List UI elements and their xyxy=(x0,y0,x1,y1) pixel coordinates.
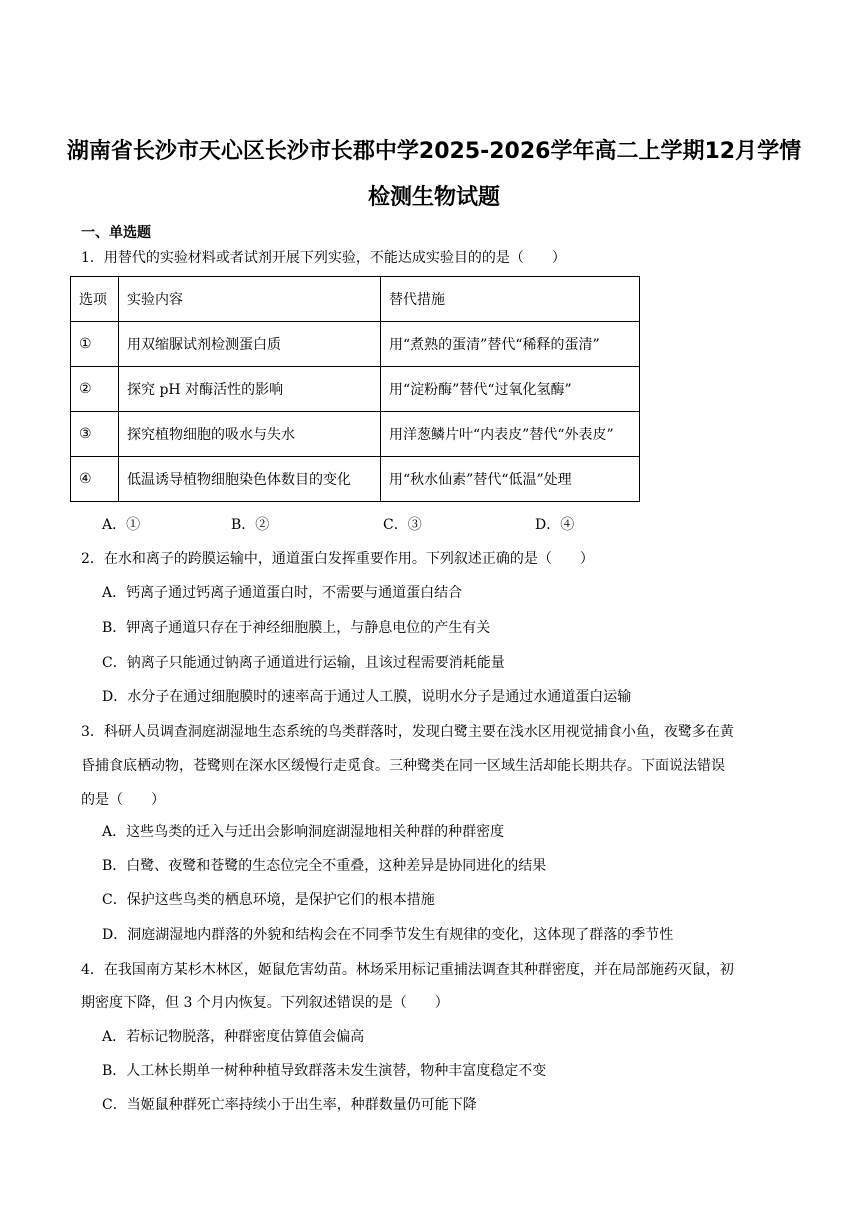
table-cell: 用洋葱鳞片叶“内表皮”替代“外表皮” xyxy=(381,412,640,457)
q3-stem-line2: 昏捕食底栖动物，苍鹭则在深水区缓慢行走觅食。三种鹭类在同一区域生活却能长期共存。下面说法错误 xyxy=(81,758,725,774)
table-cell: 低温诱导植物细胞染色体数目的变化 xyxy=(119,457,381,502)
section-heading: 一、单选题 xyxy=(81,225,151,241)
table-row xyxy=(71,322,640,367)
q1-option-a: A．① xyxy=(102,517,141,533)
q1-option-c: C．③ xyxy=(383,517,422,533)
exam-title-line2: 检测生物试题 xyxy=(367,185,500,210)
table-cell: 探究 pH 对酶活性的影响 xyxy=(119,367,381,412)
table-cell: 用“秋水仙素”替代“低温”处理 xyxy=(381,457,640,502)
exam-title-line1: 湖南省长沙市天心区长沙市长郡中学2025-2026学年高二上学期12月学情 xyxy=(66,139,802,164)
table-cell: ① xyxy=(71,322,119,367)
q1-stem: 1．用替代的实验材料或者试剂开展下列实验，不能达成实验目的的是（ ） xyxy=(81,250,566,266)
table-cell: ② xyxy=(71,367,119,412)
q4-option-b: B．人工林长期单一树种种植导致群落未发生演替，物种丰富度稳定不变 xyxy=(102,1063,547,1079)
table-header-cell: 替代措施 xyxy=(381,277,640,322)
q2-stem: 2．在水和离子的跨膜运输中，通道蛋白发挥重要作用。下列叙述正确的是（ ） xyxy=(81,551,594,567)
q2-option-d: D．水分子在通过细胞膜时的速率高于通过人工膜，说明水分子是通过水通道蛋白运输 xyxy=(102,689,632,705)
table-cell: 用“煮熟的蛋清”替代“稀释的蛋清” xyxy=(381,322,640,367)
q3-option-d: D．洞庭湖湿地内群落的外貌和结构会在不同季节发生有规律的变化，这体现了群落的季节性 xyxy=(102,927,674,943)
table-row xyxy=(71,412,640,457)
q3-option-a: A．这些鸟类的迁入与迁出会影响洞庭湖湿地相关种群的种群密度 xyxy=(102,824,505,840)
table-cell: ③ xyxy=(71,412,119,457)
q4-option-c: C．当姬鼠种群死亡率持续小于出生率，种群数量仍可能下降 xyxy=(102,1097,477,1113)
q3-option-b: B．白鹭、夜鹭和苍鹭的生态位完全不重叠，这种差异是协同进化的结果 xyxy=(102,858,547,874)
table-header-cell: 选项 xyxy=(71,277,119,322)
table-cell: ④ xyxy=(71,457,119,502)
q2-option-c: C．钠离子只能通过钠离子通道进行运输，且该过程需要消耗能量 xyxy=(102,655,505,671)
q1-option-b: B．② xyxy=(231,517,270,533)
q4-stem-line2: 期密度下降，但 3 个月内恢复。下列叙述错误的是（ ） xyxy=(81,995,449,1011)
table-header-cell: 实验内容 xyxy=(119,277,381,322)
table-header-row xyxy=(71,277,640,322)
q4-stem-line1: 4．在我国南方某杉木林区，姬鼠危害幼苗。林场采用标记重捕法调查其种群密度，并在局部施药灭鼠，初 xyxy=(81,962,734,978)
table-cell: 用双缩脲试剂检测蛋白质 xyxy=(119,322,381,367)
table-cell: 用“淀粉酶”替代“过氧化氢酶” xyxy=(381,367,640,412)
q4-option-a: A．若标记物脱落，种群密度估算值会偏高 xyxy=(102,1029,365,1045)
table-cell: 探究植物细胞的吸水与失水 xyxy=(119,412,381,457)
table-row xyxy=(71,457,640,502)
q1-option-d: D．④ xyxy=(535,517,575,533)
q3-stem-line3: 的是（ ） xyxy=(81,792,165,808)
q1-table xyxy=(70,276,640,502)
table-row xyxy=(71,367,640,412)
q2-option-b: B．钾离子通道只存在于神经细胞膜上，与静息电位的产生有关 xyxy=(102,620,491,636)
q3-option-c: C．保护这些鸟类的栖息环境，是保护它们的根本措施 xyxy=(102,892,435,908)
q3-stem-line1: 3．科研人员调查洞庭湖湿地生态系统的鸟类群落时，发现白鹭主要在浅水区用视觉捕食小鱼，夜鹭多在黄 xyxy=(81,724,734,740)
q2-option-a: A．钙离子通过钙离子通道蛋白时，不需要与通道蛋白结合 xyxy=(102,585,463,601)
